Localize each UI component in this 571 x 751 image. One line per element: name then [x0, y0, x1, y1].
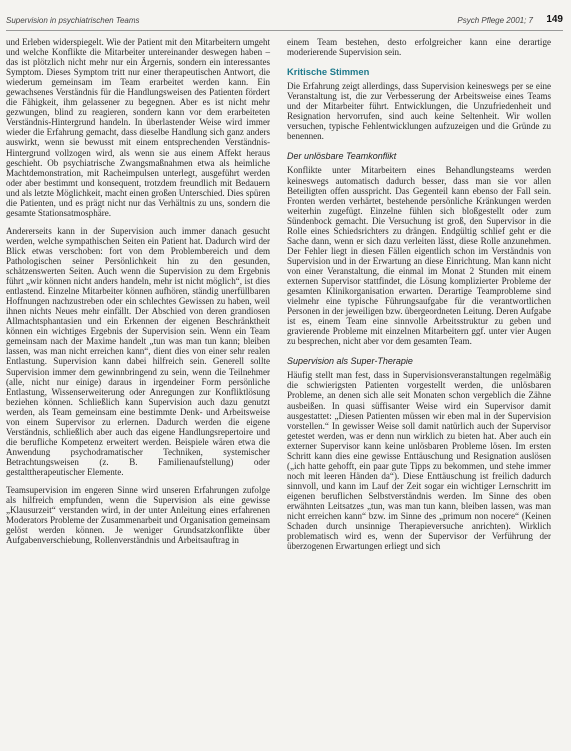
journal-citation: Psych Pflege 2001; 7	[457, 16, 533, 25]
body-paragraph: Andererseits kann in der Supervision auch immer danach gesucht werden, welche sympathischen Seiten ein Patient hat. Dadurch wird der Blick etwas verschoben: fort von dem Problembereich und dem Pathologischen seiner Persönlichkeit hin zu den gesunden, schätzenswerten Seiten. Auch wenn die Supervision zu dem Ergebnis führt „wir können nicht anders handeln, mehr ist nicht möglich“, ist dies entlastend. Einzelne Mitarbeiter können aufhören, ständig unerfüllbaren Hoffnungen nachzustreben oder ein schlechtes Gewissen zu haben, weil ihnen nichts Neues mehr einfällt. Der Abschied von deren grandiosen Allmachtsphantasien und ein Erkennen der eigenen Beschränktheit können ein wichtiges Ergebnis der Supervision sein. Wenn ein Team gemeinsam nach der Maxime handelt „tun was man tun kann; bleiben lassen, was man nicht erreichen kann“, dient dies von einer sehr realen Entlastung. Supervision kann dabei hilfreich sein. Generell sollte Supervision immer dem gewinnbringend zu sein, wenn die Teilnehmer (alle, nicht nur einige) daraus in irgendeiner Form persönliche Entlastung, Wissenserweiterung oder Anregungen zur Konfliktlösung beziehen können. Schließlich kann Supervision auch dazu genutzt werden, als Team gemeinsam eine bestimmte Denk- und Arbeitsweise von einem Supervisor zu erlernen. Dadurch werden die eigene Verständnis, schließlich aber auch das eigene Handlungsrepertoire und die berufliche Kompetenz erweitert werden. Beispiele wären etwa die Anwendung psychodramatischer Techniken, systemischer Betrachtungsweisen (z. B. Familienaufstellung) oder gestalttherapeutischer Elemente.	[6, 225, 270, 477]
subsection-heading: Der unlösbare Teamkonflikt	[287, 151, 397, 162]
body-paragraph: einem Team bestehen, desto erfolgreicher kann eine derartige moderierende Supervision sein.	[287, 37, 551, 58]
body-paragraph: und Erleben widerspiegelt. Wie der Patient mit den Mitarbeitern umgeht und welche Konflikte die Mitarbeiter untereinander deswegen haben – das ist plötzlich nicht mehr nur ein Ärgernis, sondern ein interessantes Symptom. Dieses Symptom tritt nur einer therapeutischen Antwort, die wiederum gemeinsam im Team erarbeitet werden kann. Ein gewachsenes Verständnis für die Handlungsweisen des Patienten fördert die Fähigkeit, ihm gelassener zu begegnen. Aber es ist nicht mehr gezwungen, blind zu reagieren, sondern kann vor dem erarbeiteten Verständnis-Hintergrund handeln. In überlastender Weise wird immer wieder die Erfahrung gemacht, dass dieselbe Handlung sich ganz anders auswirkt, wenn sie bewusst mit einem entsprechenden Verständnis-Hintergrund vollzogen wird, als wenn sie aus einem Affekt heraus geschieht. Ob psychiatrische Zwangsmaßnahmen etwa als heimliche Machtdemonstration, mit Racheimpulsen unterlegt, ausgeführt werden oder aber bestimmt und konsequent, trotzdem freundlich mit Bedauern und als letzte Möglichkeit, macht einen großen Unterschied. Dies spüren die Patienten, und es prägt nicht nur das Verhältnis zu uns, sondern die gesamte Stationsatmosphäre.	[6, 37, 270, 218]
body-paragraph: Die Erfahrung zeigt allerdings, dass Supervision keineswegs per se eine Veranstaltung ist, die zur Verbesserung der Arbeitsweise eines Teams und der Mitarbeiter führt. Entwicklungen, die Unzufriedenheit und Resignation hervorrufen, sind auch keine Seltenheit. Wir wollen versuchen, typische Fehlentwicklungen aufzuzeigen und die Gründe zu benennen.	[287, 81, 551, 142]
page-number: 149	[546, 14, 563, 25]
section-heading: Kritische Stimmen	[287, 66, 370, 78]
running-head	[6, 14, 563, 28]
header-rule	[6, 30, 563, 31]
body-paragraph: Häufig stellt man fest, dass in Supervisionsveranstaltungen regelmäßig die schwierigsten Patienten vorgestellt werden, die unlösbaren Probleme, an denen sich alle seit Monaten schon vergeblich die Zähne ausbeißen. In quasi süffisanter Weise wird ein Supervisor damit ausgestattet: „Diesen Patienten müssen wir eben mal in der Supervision vorstellen.“ In gewisser Weise soll damit natürlich auch der Supervisor getestet werden, was er denn nun wirklich zu bieten hat. Aber auch ein externer Supervisor kann keine unlösbaren Probleme lösen. Im ersten Schritt kann dies eine gewisse Enttäuschung und Resignation auslösen („ich hatte gehofft, ein paar gute Tipps zu bekommen, und stehe immer noch mit leeren Händen da“). Diese Enttäuschung ist freilich dadurch sinnvoll, und kann im Lauf der Zeit sogar ein wichtiger Lernschritt im eigenen beruflichen Selbstverständnis werden. Im Sinne des oben erwähnten Leitsatzes „tun, was man tun kann, bleiben lassen, was man nicht erreichen kann“ bzw. im Sinne des „primum non nocere“ (Keinen Schaden durch unsinnige Therapieversuche anrichten). Wirklich problematisch wird es, wenn der Supervisor der Verführung der überzogenen Erwartungen erliegt und sich	[287, 370, 551, 552]
body-paragraph: Konflikte unter Mitarbeitern eines Behandlungsteams werden keineswegs automatisch dadurch besser, dass man sie vor allen Beteiligten offen ausspricht. Das Gegenteil kann ebenso der Fall sein. Fronten werden verhärtet, bestehende persönliche Kränkungen werden weiterhin zugefügt. Einzelne fühlen sich bloßgestellt oder zum Sündenbock gemacht. Die Versuchung ist groß, den Supervisor in die Rolle eines Schiedsrichters zu drängen. Endgültig schlief geht er die Sache dann, wenn er sich dazu verleiten lässt, diese Rolle anzunehmen. Der Fehler liegt in diesen Fällen eigentlich schon im Verständnis von Supervision und in der Erwartung an diese Einrichtung. Man kann nicht von einer Veranstaltung, die einmal im Monat 2 Stunden mit einem externen Supervisor stattfindet, die Lösung komplizierter Probleme der gesamten Klinikorganisation erwarten. Derartige Teamprobleme sind vielmehr eine typische Führungsaufgabe für die verantwortlichen Personen in der jeweiligen bzw. übergeordneten Leitung. Deren Aufgabe ist es, einem Team eine sinnvolle Arbeitsstruktur zu geben und gravierende Probleme mit einzelnen Mitarbeitern ggf. unter vier Augen zu besprechen, nicht aber vor dem gesamten Team.	[287, 165, 551, 347]
subsection-heading: Supervision als Super-Therapie	[287, 356, 413, 367]
body-paragraph: Teamsupervision im engeren Sinne wird unseren Erfahrungen zufolge als hilfreich empfunden, wenn die Supervision als eine gewisse „Klausurzeit“ verstanden wird, in der unter Anleitung eines erfahrenen Moderators Probleme der Zusammenarbeit und Organisation gemeinsam gelöst werden können. Je weniger Grundsatzkonflikte über Aufgabenverschiebung, Rollenverständnis und Arbeitsauftrag in	[6, 485, 270, 546]
running-title: Supervision in psychiatrischen Teams	[6, 16, 140, 25]
right-column	[287, 37, 551, 559]
left-column	[6, 37, 270, 553]
